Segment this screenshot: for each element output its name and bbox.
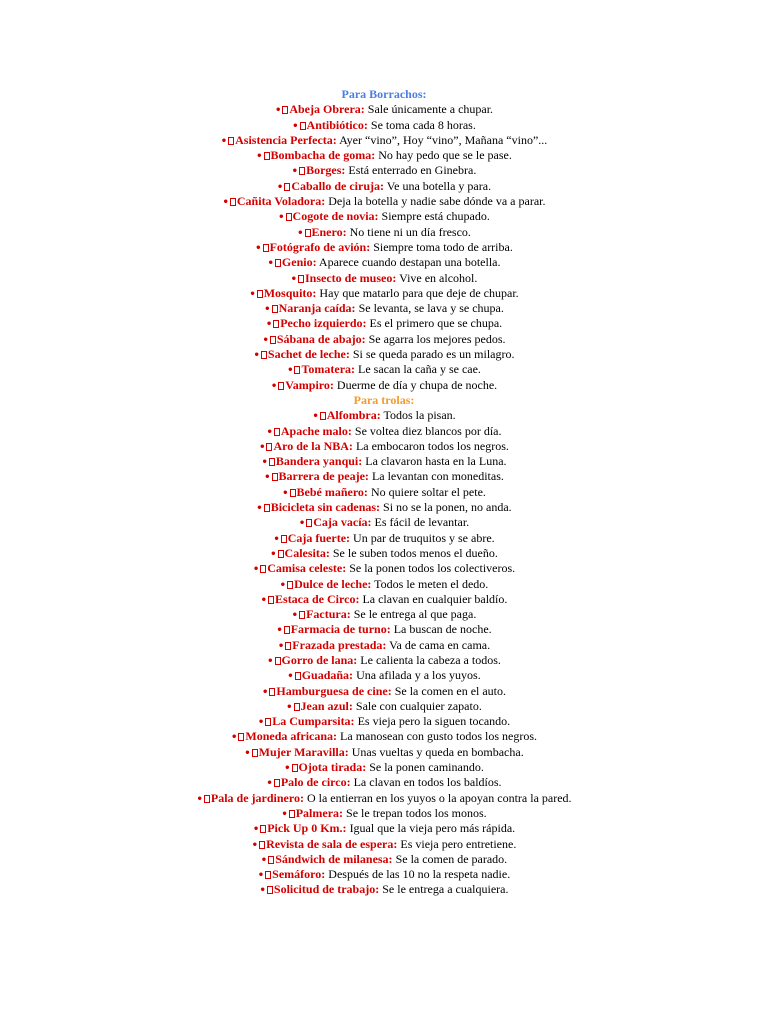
bullet-icon: • bbox=[261, 457, 268, 469]
list-item bbox=[0, 867, 768, 882]
entry-definition: Vive en alcohol. bbox=[396, 270, 478, 285]
list-item bbox=[0, 760, 768, 775]
missing-glyph-box-icon bbox=[263, 244, 269, 252]
missing-glyph-box-icon bbox=[275, 657, 281, 665]
missing-glyph-box-icon bbox=[278, 550, 284, 558]
entry-term: Tomatera: bbox=[301, 362, 356, 377]
list-item bbox=[0, 163, 768, 178]
list-item bbox=[0, 118, 768, 133]
list-item bbox=[0, 729, 768, 744]
entry-term: Guadaña: bbox=[301, 668, 354, 683]
bullet-icon: • bbox=[291, 610, 299, 622]
bullet-icon: • bbox=[286, 701, 293, 713]
list-item bbox=[0, 225, 768, 240]
entry-definition: No quiere soltar el pete. bbox=[367, 484, 486, 499]
entry-term: Hamburguesa de cine: bbox=[276, 683, 392, 698]
entry-term: Caballo de ciruja: bbox=[291, 178, 384, 193]
entry-term: Antibiótico: bbox=[306, 117, 368, 132]
bullet-icon: • bbox=[264, 472, 271, 484]
list-item bbox=[0, 668, 768, 683]
missing-glyph-box-icon bbox=[270, 336, 276, 344]
list-item bbox=[0, 209, 768, 224]
entry-term: Factura: bbox=[306, 607, 351, 622]
missing-glyph-box-icon bbox=[272, 305, 278, 313]
missing-glyph-box-icon bbox=[300, 122, 306, 130]
entry-definition: Sale con cualquier zapato. bbox=[352, 698, 482, 713]
bullet-icon: • bbox=[264, 304, 271, 316]
list-item bbox=[0, 271, 768, 286]
entry-term: Ojota tirada: bbox=[298, 760, 367, 775]
entry-definition: Está enterrado en Ginebra. bbox=[345, 163, 477, 178]
entry-term: Fotógrafo de avión: bbox=[269, 239, 371, 254]
list-trolas bbox=[0, 408, 768, 898]
missing-glyph-box-icon bbox=[228, 137, 234, 145]
entry-definition: Un par de truquitos y se abre. bbox=[350, 530, 495, 545]
missing-glyph-box-icon bbox=[281, 535, 287, 543]
bullet-icon: • bbox=[267, 655, 274, 667]
entry-definition: Se le suben todos menos el dueño. bbox=[329, 545, 498, 560]
entry-term: Insecto de museo: bbox=[305, 270, 397, 285]
entry-definition: Se le trepan todos los monos. bbox=[343, 805, 487, 820]
missing-glyph-box-icon bbox=[299, 611, 305, 619]
bullet-icon: • bbox=[282, 487, 289, 499]
missing-glyph-box-icon bbox=[269, 688, 275, 696]
entry-term: Dulce de leche: bbox=[294, 576, 372, 591]
list-item bbox=[0, 622, 768, 637]
entry-definition: Se voltea diez blancos por día. bbox=[351, 423, 502, 438]
list-item bbox=[0, 469, 768, 484]
entry-definition: Es vieja pero la siguen tocando. bbox=[354, 714, 511, 729]
bullet-icon: • bbox=[287, 365, 294, 377]
bullet-icon: • bbox=[262, 334, 269, 346]
missing-glyph-box-icon bbox=[294, 703, 300, 711]
missing-glyph-box-icon bbox=[305, 229, 311, 237]
list-item bbox=[0, 240, 768, 255]
missing-glyph-box-icon bbox=[268, 856, 274, 864]
bullet-icon: • bbox=[284, 763, 291, 775]
entry-term: Pick Up 0 Km.: bbox=[267, 821, 347, 836]
missing-glyph-box-icon bbox=[295, 672, 301, 680]
entry-definition: Le calienta la cabeza a todos. bbox=[357, 652, 501, 667]
entry-term: Abeja Obrera: bbox=[289, 102, 365, 117]
entry-term: Asistencia Perfecta: bbox=[235, 132, 337, 147]
list-item bbox=[0, 316, 768, 331]
entry-definition: No hay pedo que se le pase. bbox=[375, 148, 512, 163]
entry-term: Sándwich de milanesa: bbox=[275, 851, 393, 866]
list-item bbox=[0, 148, 768, 163]
list-item bbox=[0, 454, 768, 469]
missing-glyph-box-icon bbox=[284, 626, 290, 634]
missing-glyph-box-icon bbox=[286, 213, 292, 221]
missing-glyph-box-icon bbox=[230, 198, 236, 206]
bullet-icon: • bbox=[251, 839, 259, 851]
entry-definition: Sale únicamente a chupar. bbox=[364, 102, 494, 117]
missing-glyph-box-icon bbox=[320, 412, 326, 420]
bullet-icon: • bbox=[259, 885, 266, 897]
missing-glyph-box-icon bbox=[265, 871, 271, 879]
bullet-icon: • bbox=[292, 120, 299, 132]
bullet-icon: • bbox=[276, 625, 283, 637]
entry-term: Vampiro: bbox=[285, 377, 334, 392]
missing-glyph-box-icon bbox=[267, 886, 273, 894]
entry-term: Camisa celeste: bbox=[267, 561, 347, 576]
entry-definition: Es fácil de levantar. bbox=[371, 515, 470, 530]
list-item bbox=[0, 791, 768, 806]
bullet-icon: • bbox=[279, 579, 287, 591]
entry-definition: Ayer “vino”, Hoy “vino”, Mañana “vino”... bbox=[336, 132, 548, 147]
missing-glyph-box-icon bbox=[259, 841, 265, 849]
missing-glyph-box-icon bbox=[306, 519, 312, 527]
entry-definition: Ve una botella y para. bbox=[384, 178, 492, 193]
list-item bbox=[0, 485, 768, 500]
entry-term: Gorro de lana: bbox=[281, 652, 358, 667]
missing-glyph-box-icon bbox=[269, 458, 275, 466]
entry-definition: Hay que matarlo para que deje de chupar. bbox=[316, 285, 519, 300]
entry-definition: Es vieja pero entretiene. bbox=[397, 836, 517, 851]
entry-term: Calesita: bbox=[284, 545, 330, 560]
bullet-icon: • bbox=[267, 258, 274, 270]
bullet-icon: • bbox=[276, 181, 284, 193]
list-item bbox=[0, 821, 768, 836]
entry-term: Apache malo: bbox=[280, 423, 352, 438]
entry-term: Solicitud de trabajo: bbox=[273, 882, 380, 897]
entry-term: Frazada prestada: bbox=[292, 637, 387, 652]
entry-definition: Duerme de día y chupa de noche. bbox=[333, 377, 498, 392]
list-item bbox=[0, 852, 768, 867]
entry-term: Semáforo: bbox=[272, 867, 326, 882]
bullet-icon: • bbox=[270, 380, 278, 392]
missing-glyph-box-icon bbox=[272, 473, 278, 481]
entry-term: Sachet de leche: bbox=[267, 347, 350, 362]
missing-glyph-box-icon bbox=[274, 428, 280, 436]
bullet-icon: • bbox=[270, 548, 277, 560]
entry-definition: Unas vueltas y queda en bombacha. bbox=[348, 744, 524, 759]
missing-glyph-box-icon bbox=[289, 810, 295, 818]
entry-term: Enero: bbox=[311, 224, 347, 239]
list-item bbox=[0, 699, 768, 714]
list-item bbox=[0, 362, 768, 377]
entry-definition: Se le entrega a cualquiera. bbox=[379, 882, 509, 897]
bullet-icon: • bbox=[274, 105, 282, 117]
entry-definition: Igual que la vieja pero más rápida. bbox=[346, 821, 516, 836]
list-item bbox=[0, 347, 768, 362]
entry-term: Cogote de novia: bbox=[292, 209, 379, 224]
bullet-icon: • bbox=[281, 808, 288, 820]
bullet-icon: • bbox=[287, 671, 294, 683]
section-title-borrachos: Para Borrachos: bbox=[341, 87, 427, 101]
list-item bbox=[0, 837, 768, 852]
bullet-icon: • bbox=[260, 594, 268, 606]
bullet-icon: • bbox=[297, 227, 304, 239]
missing-glyph-box-icon bbox=[292, 764, 298, 772]
entry-term: Sábana de abajo: bbox=[276, 331, 366, 346]
list-item bbox=[0, 882, 768, 897]
entry-definition: Se la ponen todos los colectiveros. bbox=[346, 561, 516, 576]
entry-definition: La buscan de noche. bbox=[390, 622, 492, 637]
missing-glyph-box-icon bbox=[284, 183, 290, 191]
entry-definition: O la entierran en los yuyos o la apoyan contra la pared. bbox=[303, 790, 572, 805]
missing-glyph-box-icon bbox=[294, 366, 300, 374]
missing-glyph-box-icon bbox=[268, 596, 274, 604]
missing-glyph-box-icon bbox=[238, 733, 244, 741]
missing-glyph-box-icon bbox=[265, 718, 271, 726]
list-item bbox=[0, 424, 768, 439]
list-item bbox=[0, 531, 768, 546]
bullet-icon: • bbox=[222, 197, 229, 209]
bullet-icon: • bbox=[256, 503, 263, 515]
bullet-icon: • bbox=[255, 242, 262, 254]
missing-glyph-box-icon bbox=[264, 504, 270, 512]
entry-term: Revista de sala de espera: bbox=[266, 836, 398, 851]
entry-definition: Todos le meten el dedo. bbox=[371, 576, 489, 591]
list-item bbox=[0, 607, 768, 622]
list-item bbox=[0, 592, 768, 607]
entry-definition: La manosean con gusto todos los negros. bbox=[337, 729, 538, 744]
bullet-icon: • bbox=[261, 686, 269, 698]
bullet-icon: • bbox=[290, 273, 298, 285]
entry-definition: Se la comen de parado. bbox=[392, 851, 508, 866]
entry-definition: Siempre está chupado. bbox=[378, 209, 490, 224]
missing-glyph-box-icon bbox=[273, 320, 279, 328]
entry-definition: Se toma cada 8 horas. bbox=[367, 117, 476, 132]
bullet-icon: • bbox=[252, 824, 260, 836]
list-item bbox=[0, 301, 768, 316]
entry-definition: Después de las 10 no la respeta nadie. bbox=[325, 867, 511, 882]
bullet-icon: • bbox=[278, 212, 285, 224]
entry-definition: Una afilada y a los yuyos. bbox=[353, 668, 481, 683]
missing-glyph-box-icon bbox=[275, 259, 281, 267]
bullet-icon: • bbox=[196, 793, 203, 805]
list-item bbox=[0, 577, 768, 592]
entry-definition: Le sacan la caña y se cae. bbox=[355, 362, 481, 377]
bullet-icon: • bbox=[259, 441, 266, 453]
missing-glyph-box-icon bbox=[264, 152, 270, 160]
bullet-icon: • bbox=[273, 533, 280, 545]
entry-definition: Se le entrega al que paga. bbox=[350, 607, 477, 622]
bullet-icon: • bbox=[256, 151, 263, 163]
missing-glyph-box-icon bbox=[260, 565, 266, 573]
bullet-icon: • bbox=[244, 747, 251, 759]
list-item bbox=[0, 255, 768, 270]
bullet-icon: • bbox=[257, 870, 265, 882]
entry-term: Pecho izquierdo: bbox=[280, 316, 367, 331]
bullet-icon: • bbox=[291, 166, 299, 178]
entry-definition: Siempre toma todo de arriba. bbox=[370, 239, 513, 254]
list-item bbox=[0, 561, 768, 576]
list-item bbox=[0, 638, 768, 653]
entry-term: Borges: bbox=[306, 163, 346, 178]
bullet-icon: • bbox=[220, 135, 228, 147]
missing-glyph-box-icon bbox=[252, 749, 258, 757]
entry-term: Alfombra: bbox=[326, 408, 381, 423]
entry-term: Bebé mañero: bbox=[296, 484, 368, 499]
list-borrachos bbox=[0, 102, 768, 393]
bullet-icon: • bbox=[257, 717, 265, 729]
missing-glyph-box-icon bbox=[257, 290, 263, 298]
missing-glyph-box-icon bbox=[299, 167, 305, 175]
entry-definition: La levantan con moneditas. bbox=[368, 469, 504, 484]
bullet-icon: • bbox=[265, 319, 273, 331]
entry-definition: Si se queda parado es un milagro. bbox=[349, 347, 515, 362]
entry-term: Caja vacía: bbox=[313, 515, 372, 530]
list-item bbox=[0, 806, 768, 821]
list-item bbox=[0, 714, 768, 729]
entry-term: Caja fuerte: bbox=[287, 530, 351, 545]
entry-definition: No tiene ni un día fresco. bbox=[346, 224, 471, 239]
bullet-icon: • bbox=[252, 564, 260, 576]
missing-glyph-box-icon bbox=[285, 642, 291, 650]
list-item bbox=[0, 546, 768, 561]
list-item bbox=[0, 439, 768, 454]
entry-term: Genio: bbox=[281, 255, 317, 270]
entry-term: Bombacha de goma: bbox=[270, 148, 376, 163]
entry-term: Pala de jardinero: bbox=[210, 790, 304, 805]
missing-glyph-box-icon bbox=[274, 779, 280, 787]
list-item bbox=[0, 653, 768, 668]
entry-term: Bicicleta sin cadenas: bbox=[270, 500, 381, 515]
bullet-icon: • bbox=[266, 426, 273, 438]
missing-glyph-box-icon bbox=[287, 581, 293, 589]
bullet-icon: • bbox=[260, 854, 268, 866]
entry-term: Estaca de Circo: bbox=[275, 591, 360, 606]
missing-glyph-box-icon bbox=[298, 275, 304, 283]
bullet-icon: • bbox=[230, 732, 238, 744]
missing-glyph-box-icon bbox=[266, 443, 272, 451]
entry-definition: Va de cama en cama. bbox=[386, 637, 491, 652]
entry-definition: Aparece cuando destapan una botella. bbox=[316, 255, 501, 270]
list-item bbox=[0, 102, 768, 117]
entry-term: Naranja caída: bbox=[278, 301, 356, 316]
missing-glyph-box-icon bbox=[278, 382, 284, 390]
bullet-icon: • bbox=[253, 350, 260, 362]
document-body bbox=[0, 87, 768, 898]
list-item bbox=[0, 684, 768, 699]
list-item bbox=[0, 775, 768, 790]
entry-definition: Deja la botella y nadie sabe dónde va a parar. bbox=[325, 194, 546, 209]
missing-glyph-box-icon bbox=[290, 489, 296, 497]
entry-term: Cañita Voladora: bbox=[236, 194, 326, 209]
entry-definition: La clavan en cualquier baldío. bbox=[359, 591, 508, 606]
entry-definition: Se la ponen caminando. bbox=[366, 760, 484, 775]
entry-term: Farmacia de turno: bbox=[290, 622, 391, 637]
list-item bbox=[0, 745, 768, 760]
entry-definition: La clavan en todos los baldíos. bbox=[350, 775, 502, 790]
bullet-icon: • bbox=[277, 640, 285, 652]
entry-definition: Se la comen en el auto. bbox=[391, 683, 507, 698]
entry-definition: La embocaron todos los negros. bbox=[352, 438, 509, 453]
entry-definition: Se levanta, se lava y se chupa. bbox=[355, 301, 504, 316]
list-item bbox=[0, 286, 768, 301]
missing-glyph-box-icon bbox=[261, 351, 267, 359]
list-item bbox=[0, 133, 768, 148]
entry-definition: Si no se la ponen, no anda. bbox=[380, 500, 512, 515]
entry-definition: Se agarra los mejores pedos. bbox=[365, 331, 506, 346]
list-item bbox=[0, 500, 768, 515]
entry-definition: La clavaron hasta en la Luna. bbox=[362, 454, 507, 469]
list-item bbox=[0, 179, 768, 194]
bullet-icon: • bbox=[266, 778, 273, 790]
missing-glyph-box-icon bbox=[204, 795, 210, 803]
bullet-icon: • bbox=[298, 518, 306, 530]
list-item bbox=[0, 515, 768, 530]
list-item bbox=[0, 194, 768, 209]
bullet-icon: • bbox=[249, 288, 256, 300]
list-item bbox=[0, 408, 768, 423]
missing-glyph-box-icon bbox=[260, 825, 266, 833]
missing-glyph-box-icon bbox=[282, 106, 288, 114]
entry-term: Barrera de peaje: bbox=[278, 469, 369, 484]
entry-term: Bandera yanqui: bbox=[275, 454, 363, 469]
entry-term: Palo de circo: bbox=[280, 775, 351, 790]
entry-term: Moneda africana: bbox=[245, 729, 338, 744]
entry-definition: Es el primero que se chupa. bbox=[366, 316, 503, 331]
section-title-trolas: Para trolas: bbox=[353, 392, 415, 407]
entry-term: Mujer Maravilla: bbox=[258, 744, 349, 759]
entry-term: Aro de la NBA: bbox=[273, 438, 353, 453]
entry-term: La Cumparsita: bbox=[272, 714, 355, 729]
entry-term: Mosquito: bbox=[263, 285, 317, 300]
entry-definition: Todos la pisan. bbox=[380, 408, 456, 423]
list-item bbox=[0, 332, 768, 347]
bullet-icon: • bbox=[312, 411, 319, 423]
entry-term: Jean azul: bbox=[300, 698, 353, 713]
list-item bbox=[0, 378, 768, 393]
entry-term: Palmera: bbox=[295, 805, 344, 820]
